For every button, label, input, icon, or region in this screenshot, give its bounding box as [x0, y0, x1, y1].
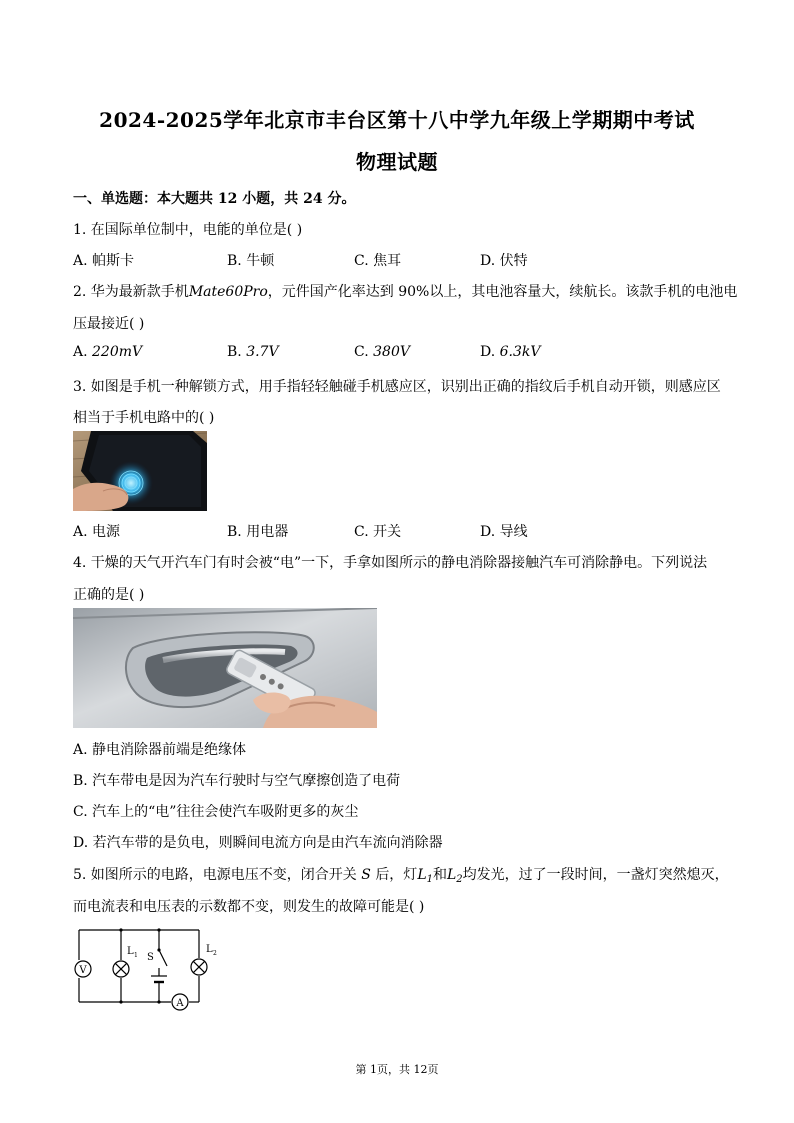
- q2-option-d: [480, 344, 541, 360]
- q5-stem-c: 均发光，过了一段时间，一盏灯突然熄灭，: [462, 867, 729, 883]
- q2-option-a: [73, 344, 142, 360]
- q2-stem-a: 2. 华为最新款手机: [73, 284, 189, 300]
- q2-option-a-value: 220mV: [92, 344, 143, 360]
- exam-title: 2024-2025学年北京市丰台区第十八中学九年级上学期期中考试: [99, 108, 695, 132]
- ammeter-label: A: [176, 998, 184, 1009]
- q4-option-c: C. 汽车上的“电”往往会使汽车吸附更多的灰尘: [73, 804, 359, 820]
- q1-stem: 1. 在国际单位制中，电能的单位是( ): [73, 222, 303, 238]
- q3-option-d: D. 导线: [480, 524, 528, 540]
- q5-stem: [73, 864, 729, 885]
- q5-lamp2-sub: 2: [456, 874, 463, 885]
- q4-option-b: B. 汽车带电是因为汽车行驶时与空气摩擦创造了电荷: [73, 773, 401, 789]
- q5-and: 和: [432, 867, 447, 883]
- voltmeter-label: V: [79, 965, 87, 976]
- page-footer: 第 1页，共 12页: [355, 1063, 439, 1076]
- q3-option-a: A. 电源: [73, 524, 121, 540]
- q2-option-c-value: 380V: [373, 344, 410, 360]
- q1-option-c: C. 焦耳: [354, 253, 402, 269]
- q2-stem-line2: 压最接近( ): [73, 316, 145, 332]
- q1-option-d: D. 伏特: [480, 253, 528, 269]
- switch-label: S: [147, 952, 154, 963]
- q4-stem: 4. 干燥的天气开汽车门有时会被“电”一下，手拿如图所示的静电消除器接触汽车可消除静电。下列说法: [73, 555, 708, 571]
- q5-stem-line2: 而电流表和电压表的示数都不变，则发生的故障可能是( ): [73, 899, 425, 915]
- l1-sub-label: 1: [134, 952, 138, 959]
- q5-lamp1-sub: 1: [426, 874, 433, 885]
- q3-stem: 3. 如图是手机一种解锁方式，用手指轻轻触碰手机感应区，识别出正确的指纹后手机自动开锁，则感应区: [73, 379, 721, 395]
- q1-option-b: B. 牛顿: [227, 253, 275, 269]
- q3-option-c: C. 开关: [354, 524, 402, 540]
- q1-option-a: A. 帕斯卡: [73, 253, 135, 269]
- q5-lamp2: L: [446, 867, 457, 883]
- q2-option-d-value: 6.3kV: [499, 344, 541, 360]
- q2-stem: [73, 281, 737, 301]
- q4-option-d: D. 若汽车带的是负电，则瞬间电流方向是由汽车流向消除器: [73, 835, 443, 851]
- q3-stem-line2: 相当于手机电路中的( ): [73, 410, 215, 426]
- q5-stem-b: 后，灯: [375, 867, 418, 883]
- l2-sub-label: 2: [213, 950, 217, 957]
- l1-label: L: [127, 946, 134, 957]
- q2-option-c: [354, 344, 410, 360]
- q2-option-b-value: 3.7V: [246, 344, 279, 360]
- q4-option-a: A. 静电消除器前端是绝缘体: [73, 742, 247, 758]
- q2-option-c-letter: C.: [354, 344, 374, 360]
- q2-stem-b: ，元件国产化率达到 90%以上，其电池容量大，续航长。该款手机的电池电: [267, 284, 738, 300]
- q2-option-b: [227, 344, 279, 360]
- q5-switch-var: S: [361, 867, 371, 883]
- l2-label: L: [206, 944, 213, 955]
- q2-option-a-letter: A.: [73, 344, 93, 360]
- q2-option-d-letter: D.: [480, 344, 500, 360]
- q4-stem-line2: 正确的是( ): [73, 587, 145, 603]
- q5-stem-a: 5. 如图所示的电路，电源电压不变，闭合开关: [73, 867, 357, 883]
- q3-option-b: B. 用电器: [227, 524, 289, 540]
- section-heading: 一、单选题：本大题共 12 小题，共 24 分。: [73, 191, 356, 207]
- fingerprint-phone-photo: [73, 431, 207, 511]
- q2-model: Mate60Pro: [188, 284, 268, 300]
- q2-option-b-letter: B.: [227, 344, 247, 360]
- car-door-static-eliminator-photo: [73, 608, 377, 728]
- circuit-diagram: [73, 922, 225, 1018]
- q5-lamp1: L: [417, 867, 427, 883]
- exam-subject: 物理试题: [356, 150, 438, 174]
